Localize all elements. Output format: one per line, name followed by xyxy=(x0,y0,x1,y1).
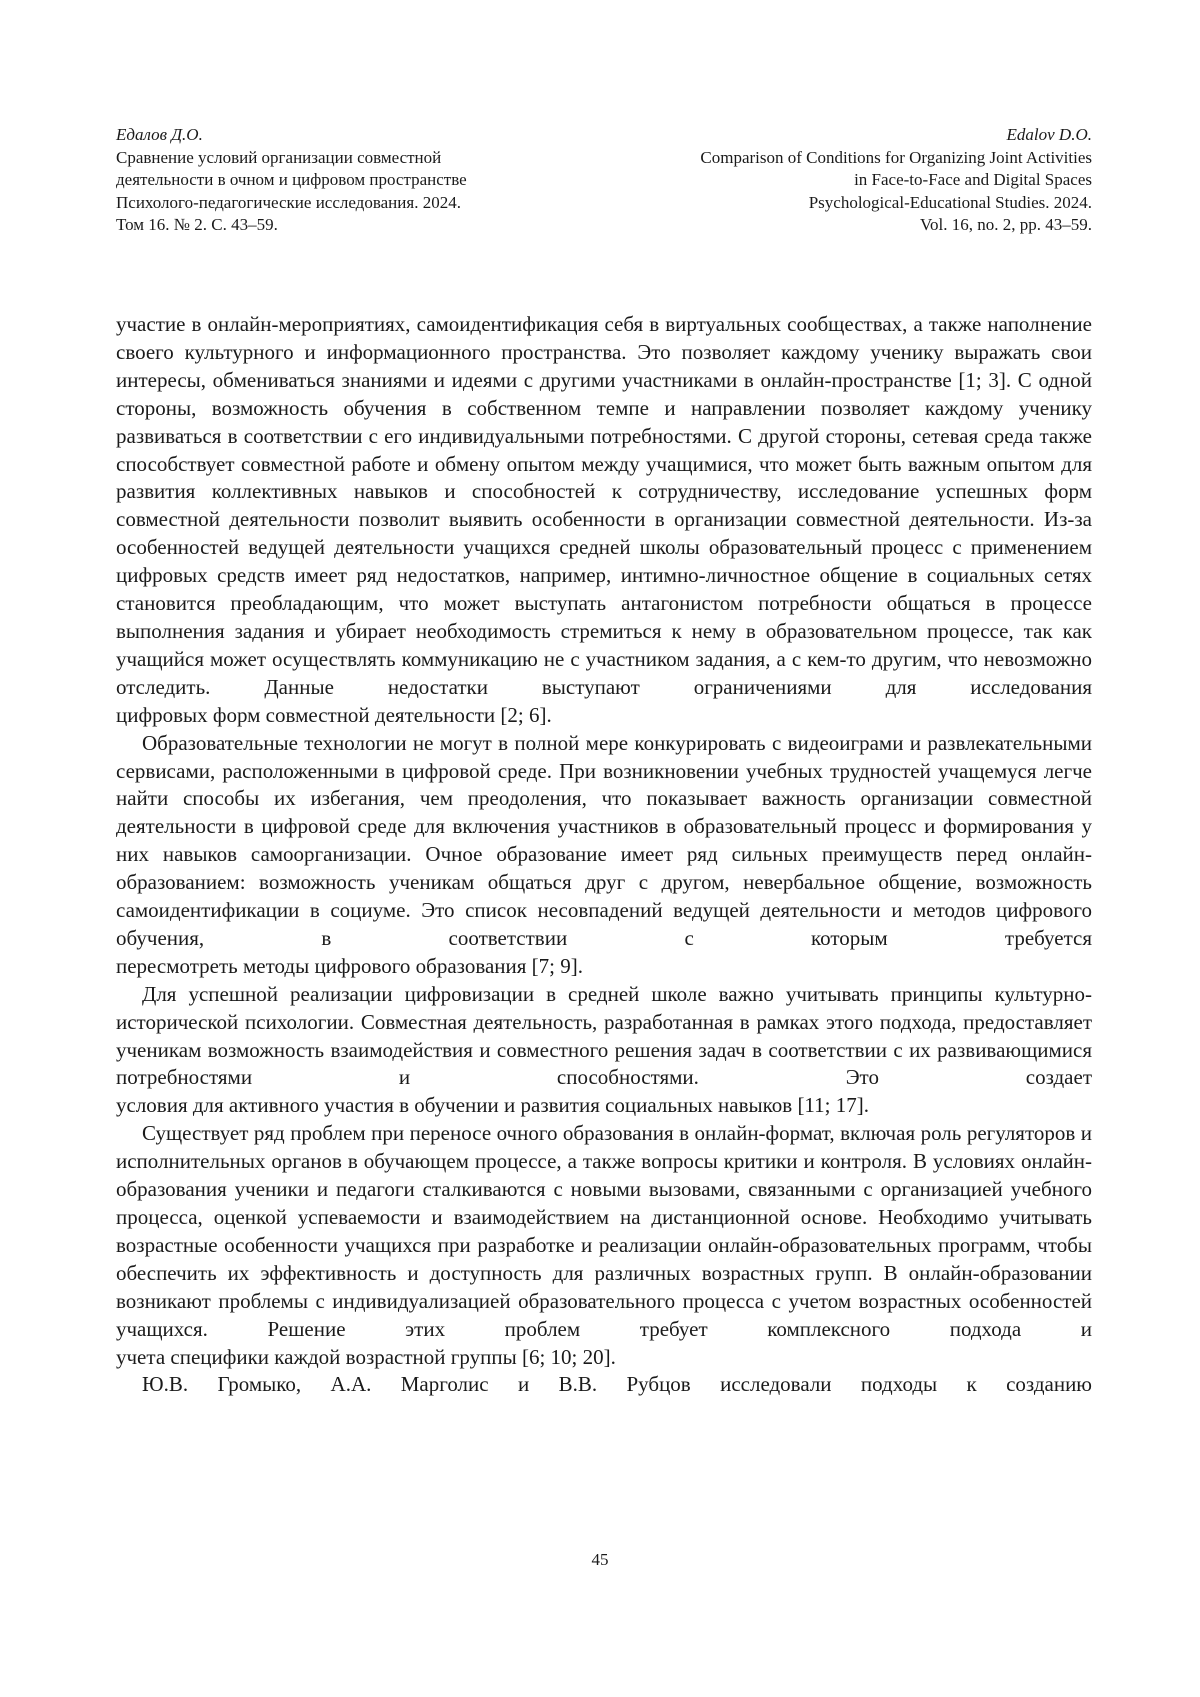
paragraph-1 xyxy=(116,311,1092,730)
paragraph-body: Ю.В. Громыко, А.А. Марголис и В.В. Рубцов исследовали подходы к созданию xyxy=(142,1372,1092,1397)
header-journal-ru: Психолого-педагогические исследования. 2024. xyxy=(116,192,461,212)
header-volume-en: Vol. 16, no. 2, pp. 43–59. xyxy=(919,215,1092,234)
paragraph-last-line: пересмотреть методы цифрового образования [7; 9]. xyxy=(116,953,583,978)
header-volume-ru: Том 16. № 2. С. 43–59. xyxy=(116,215,278,234)
header-title-ru-line1: Сравнение условий организации совместной xyxy=(116,147,442,167)
paragraph-last-line: цифровых форм совместной деятельности [2; 6]. xyxy=(116,702,552,727)
header-author-ru: Едалов Д.О. xyxy=(116,125,203,144)
running-header xyxy=(116,124,1092,244)
header-author-en: Edalov D.O. xyxy=(1006,125,1092,144)
paragraph-3 xyxy=(116,981,1092,1121)
page-number: 45 xyxy=(591,1550,609,1569)
paragraph-body: Существует ряд проблем при переносе очного образования в онлайн-формат, включая роль регуляторов и исполнительных органов в обучающем процессе, а также вопросы критики и контроля. В условиях онлайн-образования ученики и педагоги сталкиваются с новыми вызовами, связанными с организацией учебного процесса, оценкой успеваемости и взаимодействием на дистанционной основе. Необходимо учитывать возрастные особенности учащихся при разработке и реализации онлайн-образовательных программ, чтобы обеспечить их эффективность и доступность для различных возрастных групп. В онлайн-образовании возникают проблемы с индивидуализацией образовательного процесса с учетом возрастных особенностей учащихся. Решение этих проблем требует комплексного подхода и xyxy=(116,1121,1092,1341)
paragraph-last-line: условия для активного участия в обучении и развития социальных навыков [11; 17]. xyxy=(116,1093,869,1118)
paragraph-5 xyxy=(116,1371,1092,1399)
paragraph-2 xyxy=(116,730,1092,981)
paragraph-body: Для успешной реализации цифровизации в средней школе важно учитывать принципы культурно-исторической психологии. Совместная деятельность, разработанная в рамках этого подхода, предоставляет ученикам возможность взаимодействия и совместного решения задач в соответствии с их развивающимися потребностями и способностями. Это создает xyxy=(116,981,1092,1090)
paragraph-4 xyxy=(116,1120,1092,1371)
header-title-en-line1: Comparison of Conditions for Organizing Joint Activities xyxy=(700,147,1092,167)
paragraph-body: Образовательные технологии не могут в полной мере конкурировать с видеоиграми и развлекательными сервисами, расположенными в цифровой среде. При возникновении учебных трудностей учащемуся легче найти способы их избегания, чем преодоления, что показывает важность организации совместной деятельности в цифровой среде для включения участников в образовательный процесс и формирования у них навыков самоорганизации. Очное образование имеет ряд сильных преимуществ перед онлайн-образованием: возможность ученикам общаться друг с другом, невербальное общение, возможность самоидентификации в социуме. Это список несовпадений ведущей деятельности и методов цифрового обучения, в соответствии с которым требуется xyxy=(116,730,1092,950)
header-left-russian xyxy=(116,124,467,237)
article-body xyxy=(116,311,1092,1399)
paragraph-body: участие в онлайн-мероприятиях, самоидентификация себя в виртуальных сообществах, а также наполнение своего культурного и информационного пространства. Это позволяет каждому ученику выражать свои интересы, обмениваться знаниями и идеями с другими участниками в онлайн-пространстве [1; 3]. С одной стороны, возможность обучения в собственном темпе и направлении позволяет каждому ученику развиваться в соответствии с его индивидуальными потребностями. С другой стороны, сетевая среда также способствует совместной работе и обмену опытом между учащимися, что может быть важным опытом для развития коллективных навыков и способностей к сотрудничеству, исследование успешных форм совместной деятельности позволит выявить особенности в организации совместной деятельности. Из-за особенностей ведущей деятельности учащихся средней школы образовательный процесс с применением цифровых средств имеет ряд недостатков, например, интимно-личностное общение в социальных сетях становится преобладающим, что может выступать антагонистом потребности общаться в процессе выполнения задания и убирает необходимость стремиться к нему в образовательном процессе, так как учащийся может осуществлять коммуникацию не с участником задания, а с кем-то другим, что невозможно отследить. Данные недостатки выступают ограничениями для исследования xyxy=(116,312,1092,699)
paragraph-last-line: учета специфики каждой возрастной группы [6; 10; 20]. xyxy=(116,1344,616,1369)
header-journal-en: Psychological-Educational Studies. 2024. xyxy=(808,192,1092,212)
header-title-ru-line2: деятельности в очном и цифровом пространстве xyxy=(116,170,467,189)
header-title-en-line2: in Face-to-Face and Digital Spaces xyxy=(854,170,1092,189)
header-right-english xyxy=(700,124,1092,237)
